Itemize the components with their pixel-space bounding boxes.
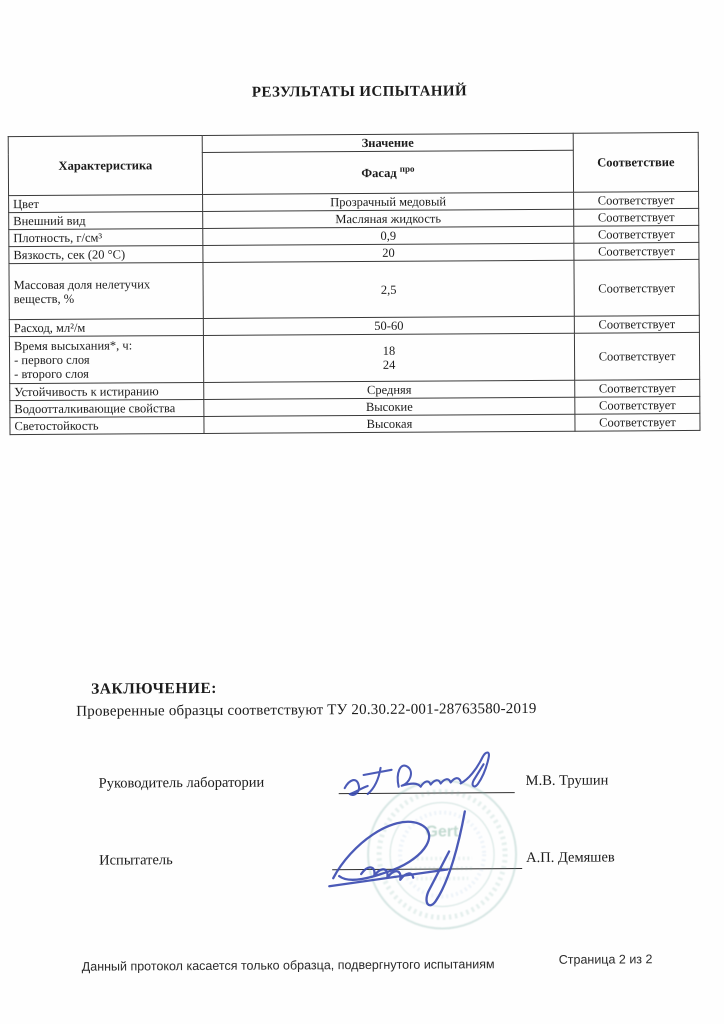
conclusion-text: Проверенные образцы соответствуют ТУ 20.30.22-001-28763580-2019 <box>76 700 537 720</box>
signature-label-lab-head: Руководитель лаборатории <box>98 774 265 792</box>
characteristic-cell: Массовая доля нелетучих веществ, % <box>9 262 203 319</box>
footer-note: Данный протокол касается только образца, подвергнутого испытаниям <box>81 957 495 974</box>
table-header-row <box>8 132 698 153</box>
signature-name-tester: А.П. Демяшев <box>526 849 615 867</box>
value-cell: 50-60 <box>203 316 574 335</box>
compliance-cell: Соответствует <box>574 191 699 209</box>
handwritten-signature-tester <box>327 799 503 912</box>
col-header-product <box>202 150 573 194</box>
compliance-cell: Соответствует <box>575 413 700 431</box>
handwritten-signature-lab-head <box>336 741 521 800</box>
table-body <box>8 132 700 434</box>
compliance-cell: Соответствует <box>574 208 699 226</box>
characteristic-cell: Цвет <box>9 194 203 212</box>
table-row <box>10 413 700 434</box>
value-cell: 18 24 <box>203 333 574 382</box>
characteristic-cell: Вязкость, сек (20 °С) <box>9 245 203 263</box>
compliance-cell: Соответствует <box>574 242 699 260</box>
characteristic-cell: Светостойкость <box>10 416 204 434</box>
characteristic-cell: Расход, мл²/м <box>9 318 203 336</box>
compliance-cell: Соответствует <box>574 259 699 316</box>
results-table <box>8 132 701 435</box>
characteristic-cell: Водоотталкивающие свойства <box>10 399 204 417</box>
table-row <box>9 332 699 383</box>
compliance-cell: Соответствует <box>574 332 699 380</box>
page-number: Страница 2 из 2 <box>558 952 653 967</box>
value-cell: Масляная жидкость <box>203 209 574 228</box>
product-name-superscript: про <box>399 164 415 175</box>
compliance-cell: Соответствует <box>575 396 700 414</box>
value-cell: Средняя <box>204 380 575 399</box>
stamp-center-text: Gert <box>425 823 459 841</box>
compliance-cell: Соответствует <box>574 225 699 243</box>
value-cell: Прозрачный медовый <box>203 192 574 211</box>
compliance-cell: Соответствует <box>575 379 700 397</box>
characteristic-cell: Внешний вид <box>9 211 203 229</box>
conclusion-heading: ЗАКЛЮЧЕНИЕ: <box>91 679 217 698</box>
compliance-cell: Соответствует <box>574 315 699 333</box>
col-header-characteristic: Характеристика <box>8 135 202 195</box>
value-cell: 20 <box>203 243 574 262</box>
value-cell: 2,5 <box>203 260 574 318</box>
table-row <box>9 259 699 319</box>
value-cell: Высокая <box>204 414 575 433</box>
page-title: РЕЗУЛЬТАТЫ ИСПЫТАНИЙ <box>251 83 468 101</box>
col-header-value-group: Значение <box>202 133 573 152</box>
characteristic-cell: Время высыхания*, ч: - первого слоя - второго слоя <box>9 335 203 383</box>
value-cell: Высокие <box>204 397 575 416</box>
characteristic-cell: Плотность, г/см³ <box>9 228 203 246</box>
characteristic-cell: Устойчивость к истиранию <box>10 382 204 400</box>
signature-label-tester: Испытатель <box>99 852 173 869</box>
signature-name-lab-head: М.В. Трушин <box>525 772 609 790</box>
product-name: Фасад <box>361 166 397 181</box>
value-cell: 0,9 <box>203 226 574 245</box>
col-header-compliance: Соответствие <box>573 132 698 192</box>
